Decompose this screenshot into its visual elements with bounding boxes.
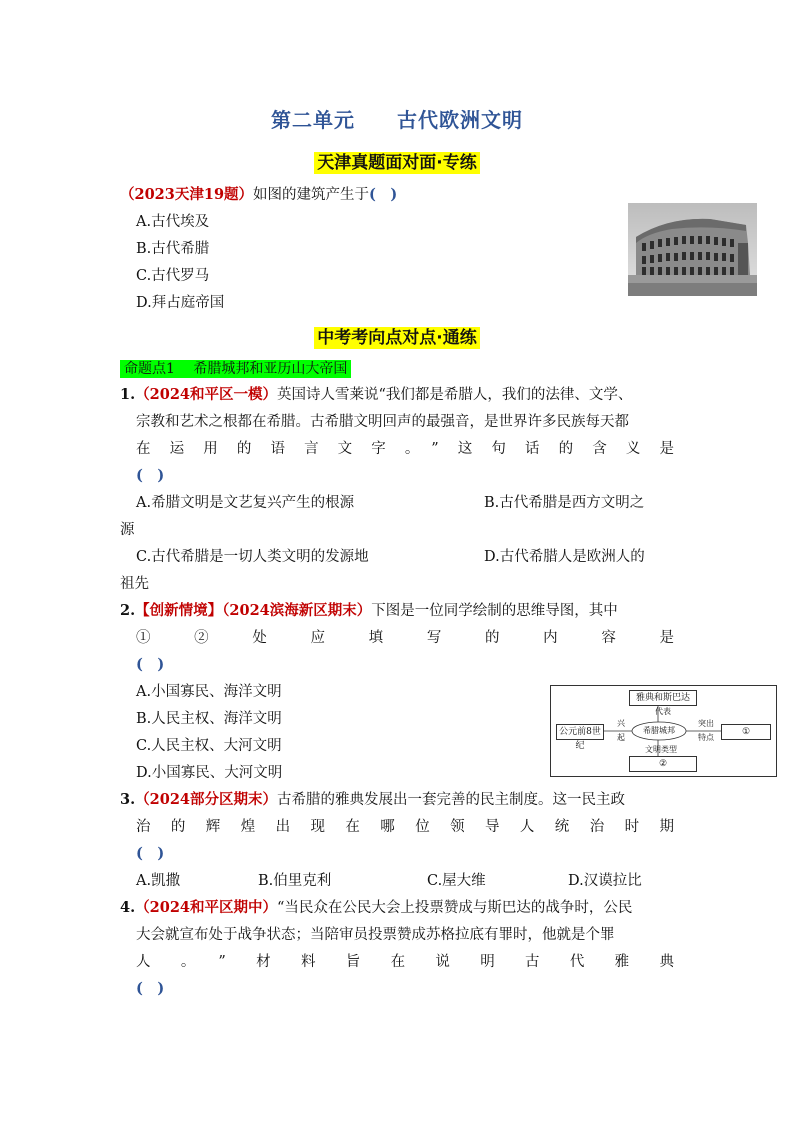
question-3-paren: ( ): [136, 845, 165, 862]
mind-map-bottom-link: 文明类型: [645, 745, 677, 754]
q0-option-a: A.古代埃及: [136, 214, 210, 230]
q3-option-d: D.汉谟拉比: [568, 873, 642, 889]
page-title: 第二单元 古代欧洲文明: [271, 108, 523, 132]
q0-option-b: B.古代希腊: [136, 241, 210, 257]
mind-map-left-link-2: 起: [617, 733, 625, 742]
mind-map: [550, 685, 777, 777]
question-2-line-1: 2.【创新情境】（2024滨海新区期末）下图是一位同学绘制的思维导图，其中: [120, 602, 618, 619]
q3-option-a: A.凯撒: [136, 873, 181, 889]
q2-option-b: B.人民主权、海洋文明: [136, 711, 282, 727]
section-heading-2: 中考考向点对点·通练: [0, 323, 794, 348]
question-2-line-2: ①②处应填写的内容是: [136, 630, 674, 646]
mind-map-top-box: 雅典和斯巴达: [629, 690, 697, 706]
question-1-line-3: 在运用的语言文字。”这句话的含义是: [136, 441, 674, 457]
q0-option-c: C.古代罗马: [136, 268, 210, 284]
question-4-paren: ( ): [136, 980, 165, 997]
mind-map-bottom-box: ②: [629, 756, 697, 772]
q0-option-d: D.拜占庭帝国: [136, 295, 225, 311]
question-1-line-2: 宗教和艺术之根都在希腊。古希腊文明回声的最强音，是世界许多民族每天都: [136, 414, 629, 430]
q1-option-b: B.古代希腊是西方文明之: [484, 495, 645, 511]
question-1-line-1: 1.（2024和平区一模）英国诗人雪莱说“我们都是希腊人，我们的法律、文学、: [120, 386, 633, 403]
q1-option-a: A.希腊文明是文艺复兴产生的根源: [136, 495, 355, 511]
question-4-line-1: 4.（2024和平区期中）“当民众在公民大会上投票赞成与斯巴达的战争时，公民: [120, 899, 633, 916]
mind-map-left-link-1: 兴: [617, 719, 625, 728]
question-1-paren: ( ): [136, 467, 165, 484]
q3-option-b: B.伯里克利: [258, 873, 332, 889]
mind-map-center: 希腊城邦: [643, 726, 675, 735]
mind-map-right-box: ①: [721, 724, 771, 740]
question-3-line-2: 治的辉煌出现在哪位领导人统治时期: [136, 819, 674, 835]
question-2-paren: ( ): [136, 656, 165, 673]
q2-option-d: D.小国寡民、大河文明: [136, 765, 283, 781]
q2-option-c: C.人民主权、大河文明: [136, 738, 282, 754]
question-4-line-2: 大会就宣布处于战争状态；当陪审员投票赞成苏格拉底有罪时，他就是个罪: [136, 927, 615, 943]
question-0-stem: （2023天津19题）如图的建筑产生于( ): [120, 186, 398, 203]
q1-option-d: D.古代希腊人是欧洲人的: [484, 549, 645, 565]
colosseum-image: [628, 203, 757, 296]
mind-map-right-link-1: 突出: [698, 719, 714, 728]
question-3-line-1: 3.（2024部分区期末）古希腊的雅典发展出一套完善的民主制度。这一民主政: [120, 791, 625, 808]
q2-option-a: A.小国寡民、海洋文明: [136, 684, 282, 700]
section-heading-1: 天津真题面对面·专练: [0, 148, 794, 173]
mind-map-top-link: 代表: [655, 707, 671, 716]
topic-tag: 命题点1 希腊城邦和亚历山大帝国: [120, 360, 351, 378]
mind-map-right-link-2: 特点: [698, 733, 714, 742]
q1-option-d-cont: 祖先: [120, 576, 149, 592]
mind-map-left-box: 公元前8世纪: [556, 724, 604, 740]
q3-option-c: C.屋大维: [427, 873, 486, 889]
q1-option-c: C.古代希腊是一切人类文明的发源地: [136, 549, 369, 565]
question-4-line-3: 人。”材料旨在说明古代雅典: [136, 954, 674, 970]
q1-option-b-cont: 源: [120, 522, 135, 538]
